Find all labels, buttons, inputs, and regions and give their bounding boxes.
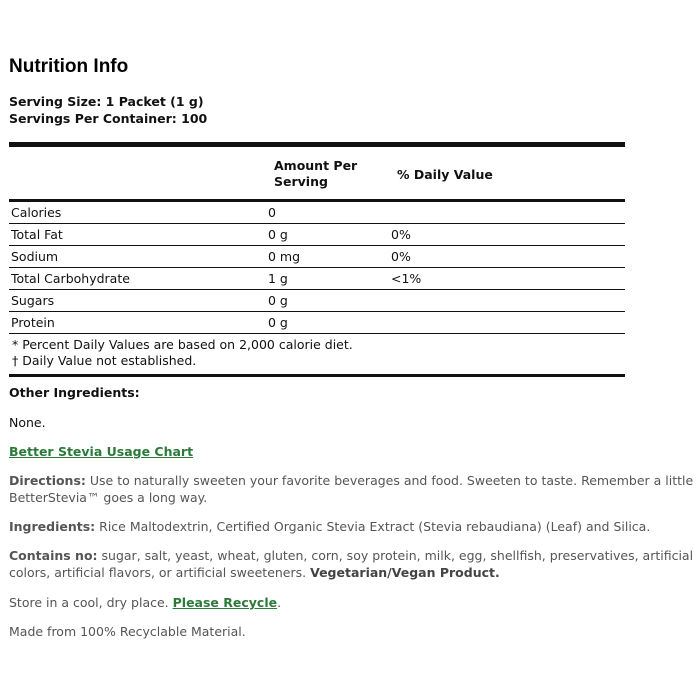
directions-paragraph <box>9 472 694 506</box>
ingredients-text: Rice Maltodextrin, Certified Organic Stevia Extract (Stevia rebaudiana) (Leaf) and Silica. <box>95 519 651 534</box>
table-row-total-fat <box>9 224 625 246</box>
table-row-protein <box>9 312 625 334</box>
table-row-sodium <box>9 246 625 268</box>
nutrient-amount: 0 g <box>268 315 288 330</box>
ingredients-paragraph <box>9 518 694 535</box>
contains-no-text: sugar, salt, yeast, wheat, gluten, corn, soy protein, milk, egg, shellfish, preservatives, artificial colors, artificial flavors, or artificial sweeteners. <box>9 548 694 580</box>
nutrition-facts-table <box>9 142 625 377</box>
servings-per-container: Servings Per Container: 100 <box>9 111 208 126</box>
directions-label: Directions: <box>9 473 86 488</box>
table-footnotes <box>9 334 625 374</box>
please-recycle-link[interactable]: Please Recycle <box>172 595 278 610</box>
storage-text: Store in a cool, dry place. <box>9 595 173 610</box>
nutrient-amount: 1 g <box>268 271 288 286</box>
vegan-product-note: Vegetarian/Vegan Product. <box>310 565 500 580</box>
ingredients-label: Ingredients: <box>9 519 96 534</box>
usage-chart-link[interactable]: Better Stevia Usage Chart <box>9 444 194 459</box>
nutrient-name: Sugars <box>11 293 55 308</box>
nutrient-name: Total Carbohydrate <box>11 271 130 286</box>
header-daily-value: % Daily Value <box>397 167 493 182</box>
directions-text: Use to naturally sweeten your favorite beverages and food. Sweeten to taste. Remember a little BetterStevia™ goes a long way. <box>9 473 694 505</box>
nutrient-name: Protein <box>11 315 55 330</box>
nutrient-amount: 0 g <box>268 293 288 308</box>
nutrient-amount: 0 <box>268 205 276 220</box>
other-ingredients-value: None. <box>9 415 46 430</box>
nutrient-name: Calories <box>11 205 62 220</box>
nutrient-amount: 0 g <box>268 227 288 242</box>
page-title: Nutrition Info <box>9 56 129 77</box>
serving-info <box>9 93 207 127</box>
table-row-total-carbohydrate <box>9 268 625 290</box>
nutrient-dv: <1% <box>391 271 422 286</box>
contains-no-paragraph <box>9 547 694 581</box>
storage-end: . <box>277 595 282 610</box>
table-header <box>9 147 625 202</box>
footnote-daily-values: * Percent Daily Values are based on 2,000 calorie diet. <box>12 337 353 352</box>
nutrient-amount: 0 mg <box>268 249 301 264</box>
nutrient-dv: 0% <box>391 249 411 264</box>
nutrient-name: Total Fat <box>11 227 63 242</box>
recyclable-material-note: Made from 100% Recyclable Material. <box>9 624 246 639</box>
table-row-sugars <box>9 290 625 312</box>
nutrient-name: Sodium <box>11 249 59 264</box>
serving-size: Serving Size: 1 Packet (1 g) <box>9 94 204 109</box>
contains-no-label: Contains no: <box>9 548 98 563</box>
table-row-calories <box>9 202 625 224</box>
header-amount-per-serving: Amount Per Serving <box>274 158 358 189</box>
other-ingredients-heading: Other Ingredients: <box>9 385 140 400</box>
storage-paragraph <box>9 594 694 611</box>
footnote-not-established: † Daily Value not established. <box>12 353 197 368</box>
nutrient-dv: 0% <box>391 227 411 242</box>
